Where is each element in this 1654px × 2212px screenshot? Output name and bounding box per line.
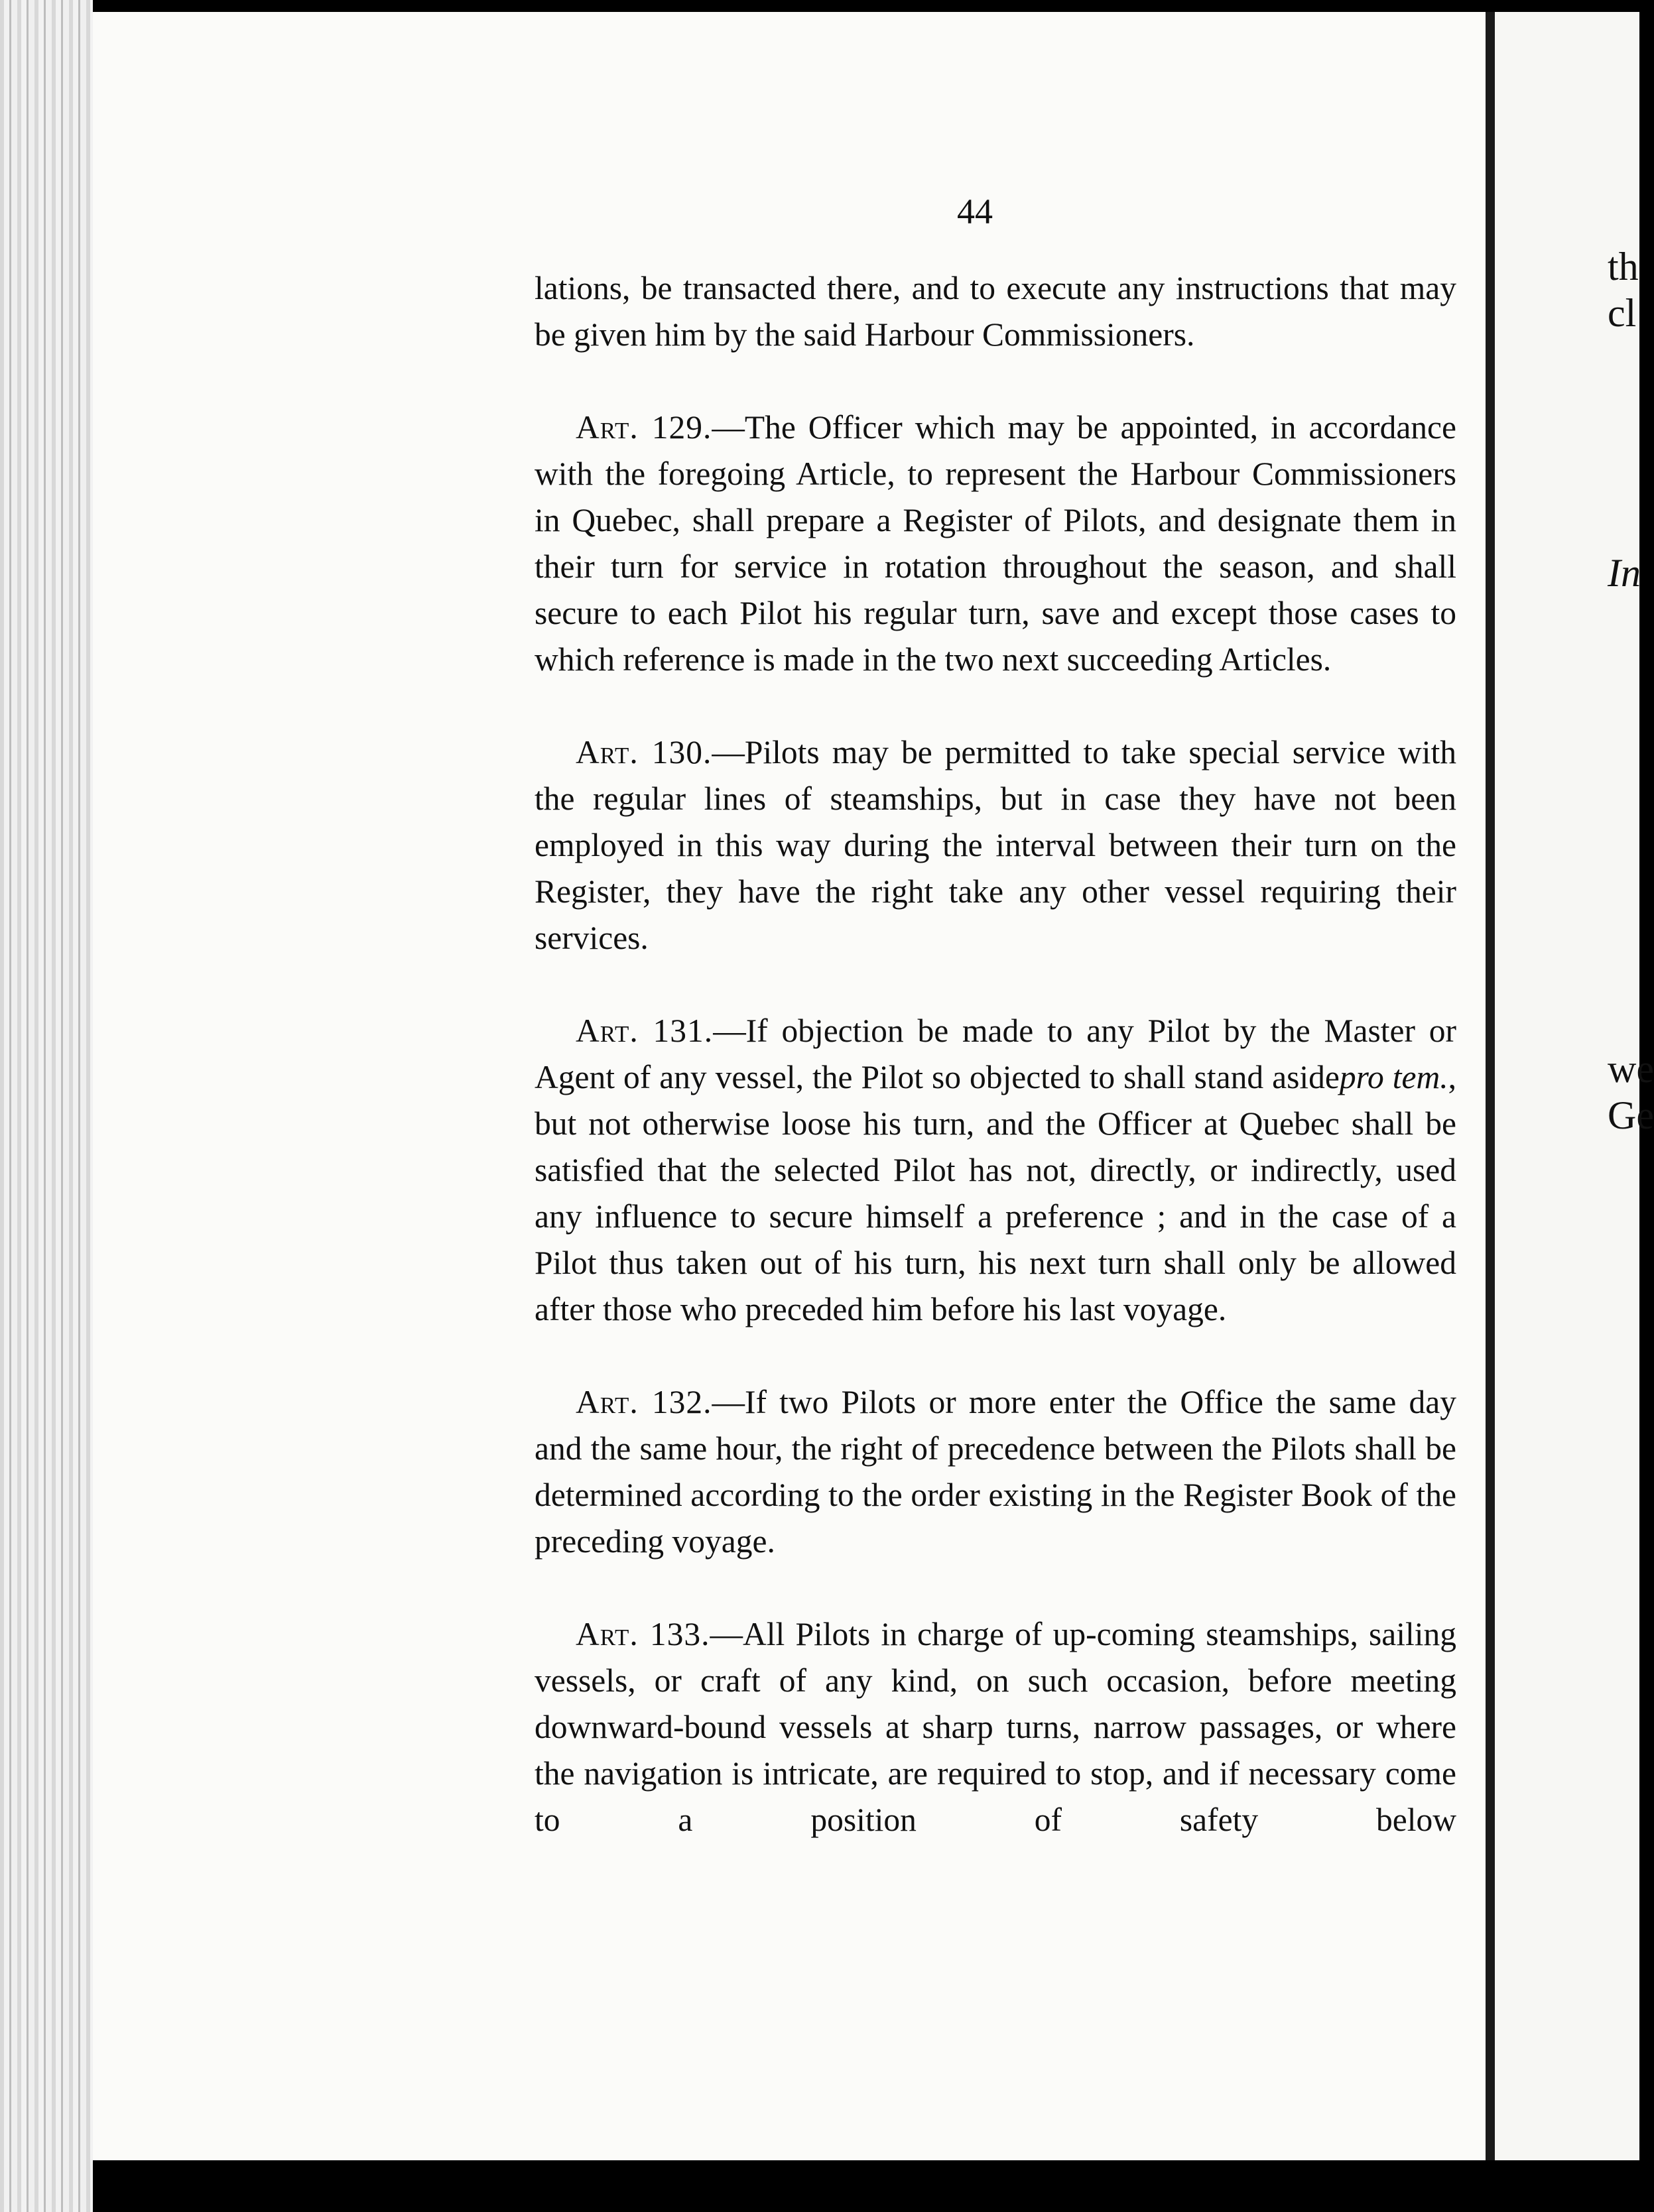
page-gutter xyxy=(1486,12,1495,2160)
book-page xyxy=(93,12,1486,2160)
article-label: Art. 133. xyxy=(576,1616,710,1652)
article-text: —If two Pilots or more enter the Office the same day and the same hour, the right of precedence between the Pilots shall be determined according to the order existing in the Register Book of the preceding voyage. xyxy=(535,1384,1456,1560)
article-text: —If objection be made to any Pilot by the Master or Agent of any vessel, the Pilot so objected to shall stand aside xyxy=(535,1013,1456,1095)
facing-page-fragment: we xyxy=(1608,1047,1654,1091)
article-text: , but not otherwise loose his turn, and the Officer at Quebec shall be satisfied that the selected Pilot has not, directly, or indirectly, used any influence to secure himself a preference ; and in the case of a Pilot thus taken out of his turn, his next turn shall only be allowed after those who preceded him before his last voyage. xyxy=(535,1059,1456,1327)
article-label: Art. 130. xyxy=(576,734,712,770)
text-column xyxy=(535,265,1456,1890)
article-label: Art. 129. xyxy=(576,409,712,446)
continuation-paragraph: lations, be transacted there, and to execute any instructions that may be given him by the said Harbour Commissioners. xyxy=(535,270,1456,353)
article-text: —Pilots may be permitted to take special service with the regular lines of steamships, but in case they have not been employed in this way during the interval between their turn on the Register, they have the right take any other vessel requiring their services. xyxy=(535,734,1456,956)
facing-page-fragment: cl xyxy=(1608,291,1637,335)
facing-page-fragment: Ge xyxy=(1608,1093,1654,1137)
article-label: Art. 131. xyxy=(576,1013,714,1049)
facing-page-fragment: th xyxy=(1608,245,1639,288)
article-131 xyxy=(535,1008,1456,1333)
article-text: —All Pilots in charge of up-coming steamships, sailing vessels, or craft of any kind, on such occasion, before meeting downward-bound vessels at sharp turns, narrow passages, or where the navigation is intricate, are required to stop, and if necessary come to a position of safety below xyxy=(535,1616,1456,1838)
article-130 xyxy=(535,729,1456,961)
article-132 xyxy=(535,1379,1456,1565)
article-label: Art. 132. xyxy=(576,1384,712,1420)
article-italic-text: pro tem. xyxy=(1339,1059,1448,1095)
book-edge xyxy=(0,0,93,2212)
facing-page-fragment: In xyxy=(1608,551,1641,595)
page-number: 44 xyxy=(957,192,993,231)
facing-page-edge xyxy=(1495,12,1654,2160)
article-129 xyxy=(535,404,1456,683)
article-text: —The Officer which may be appointed, in accordance with the foregoing Article, to represent the Harbour Commissioners in Quebec, shall prepare a Register of Pilots, and designate them in their turn for service in rotation throughout the season, and shall secure to each Pilot his regular turn, save and except those cases to which reference is made in the two next succeeding Articles. xyxy=(535,409,1456,678)
article-133 xyxy=(535,1611,1456,1843)
